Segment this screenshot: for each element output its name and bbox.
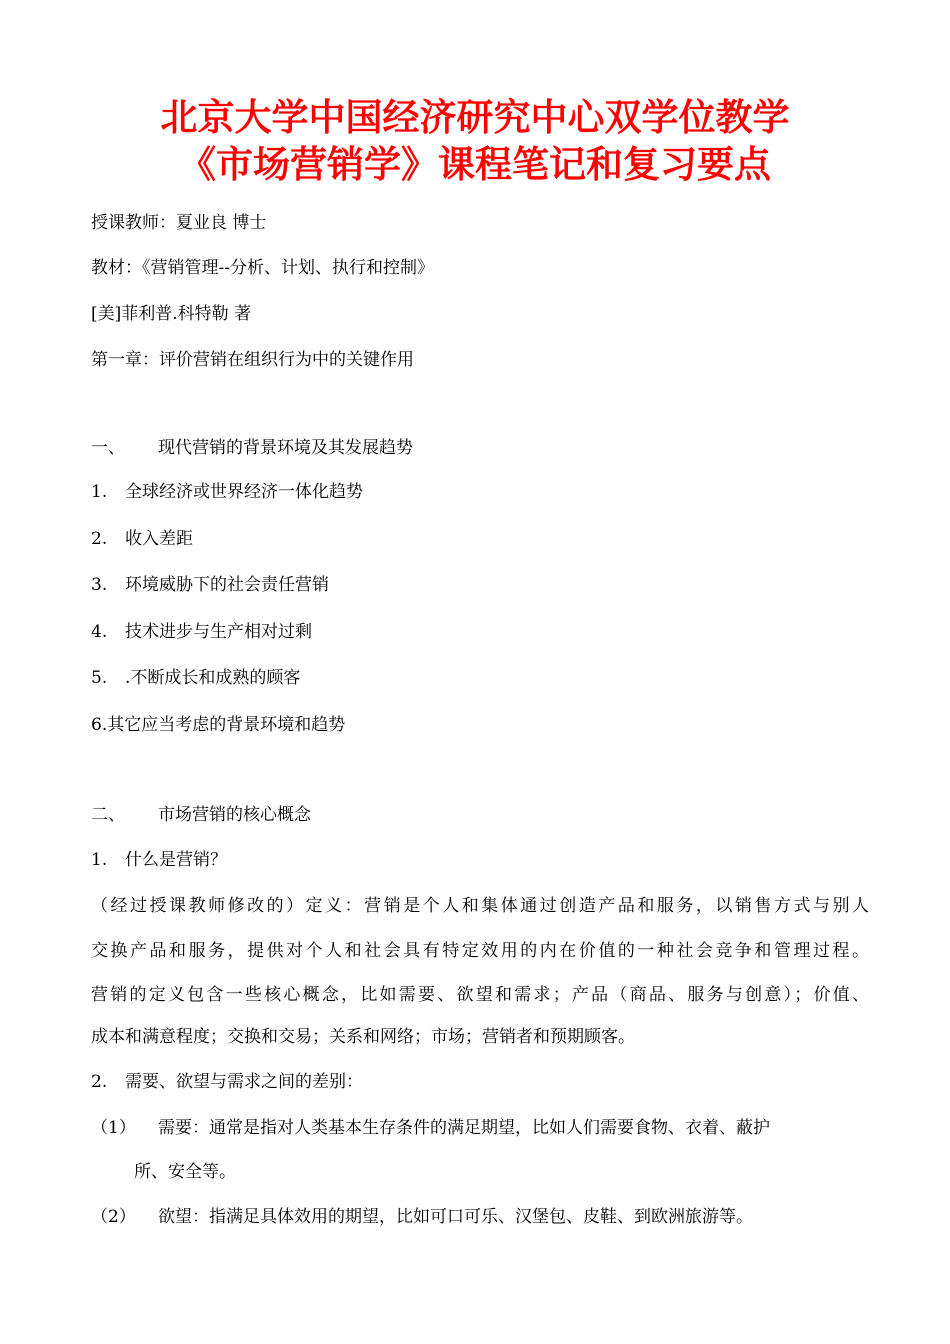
document-title-line-1: 北京大学中国经济研究中心双学位教学 [160,96,790,139]
section-1-marker: 一、 [91,438,125,458]
section-1-item-2-text: 收入差距 [125,529,193,549]
subitem-2-line-1: 欲望：指满足具体效用的期望，比如可口可乐、汉堡包、皮鞋、到欧洲旅游等。 [158,1207,753,1227]
section-1-item-1-text: 全球经济或世界经济一体化趋势 [125,482,363,502]
definition-paragraph-line-4: 成本和满意程度；交换和交易；关系和网络；市场；营销者和预期顾客。 [91,1027,635,1047]
subitem-1-line-1: 需要：通常是指对人类基本生存条件的满足期望，比如人们需要食物、衣着、蔽护 [158,1118,770,1138]
textbook-line: 教材：《营销管理--分析、计划、执行和控制》 [91,258,434,278]
section-2-heading: 市场营销的核心概念 [158,805,311,825]
section-1-item-4-text: 技术进步与生产相对过剩 [125,622,312,642]
section-1-item-3-number: 3. [91,575,108,595]
question-1-number: 1. [91,850,108,870]
section-1-item-1-number: 1. [91,482,108,502]
chapter-line: 第一章：评价营销在组织行为中的关键作用 [91,350,414,370]
subitem-2-marker: （2） [91,1207,136,1227]
section-1-heading: 现代营销的背景环境及其发展趋势 [158,438,413,458]
author-line: [美]菲利普.科特勒 著 [91,304,252,324]
section-1-item-4-number: 4. [91,622,108,642]
section-1-item-2-number: 2. [91,529,108,549]
document-title-line-2: 《市场营销学》课程笔记和复习要点 [179,143,771,186]
subitem-1-line-2: 所、安全等。 [134,1162,236,1182]
teacher-line: 授课教师：夏业良 博士 [91,213,267,233]
question-2-number: 2. [91,1072,108,1092]
section-1-item-3-text: 环境威胁下的社会责任营销 [125,575,329,595]
section-2-marker: 二、 [91,805,125,825]
definition-paragraph-line-3: 营销的定义包含一些核心概念，比如需要、欲望和需求；产品（商品、服务与创意）；价值、 [91,985,869,1005]
section-1-item-6: 6.其它应当考虑的背景环境和趋势 [91,715,346,735]
definition-paragraph-line-1: （经过授课教师修改的）定义：营销是个人和集体通过创造产品和服务，以销售方式与别人 [91,896,869,916]
definition-paragraph-line-2: 交换产品和服务，提供对个人和社会具有特定效用的内在价值的一种社会竞争和管理过程。 [91,941,869,961]
section-1-item-5-number: 5. [91,668,108,688]
question-2-text: 需要、欲望与需求之间的差别： [125,1072,363,1092]
section-1-item-5-text: .不断成长和成熟的顾客 [125,668,301,688]
subitem-1-marker: （1） [91,1118,136,1138]
question-1-text: 什么是营销？ [125,850,227,870]
